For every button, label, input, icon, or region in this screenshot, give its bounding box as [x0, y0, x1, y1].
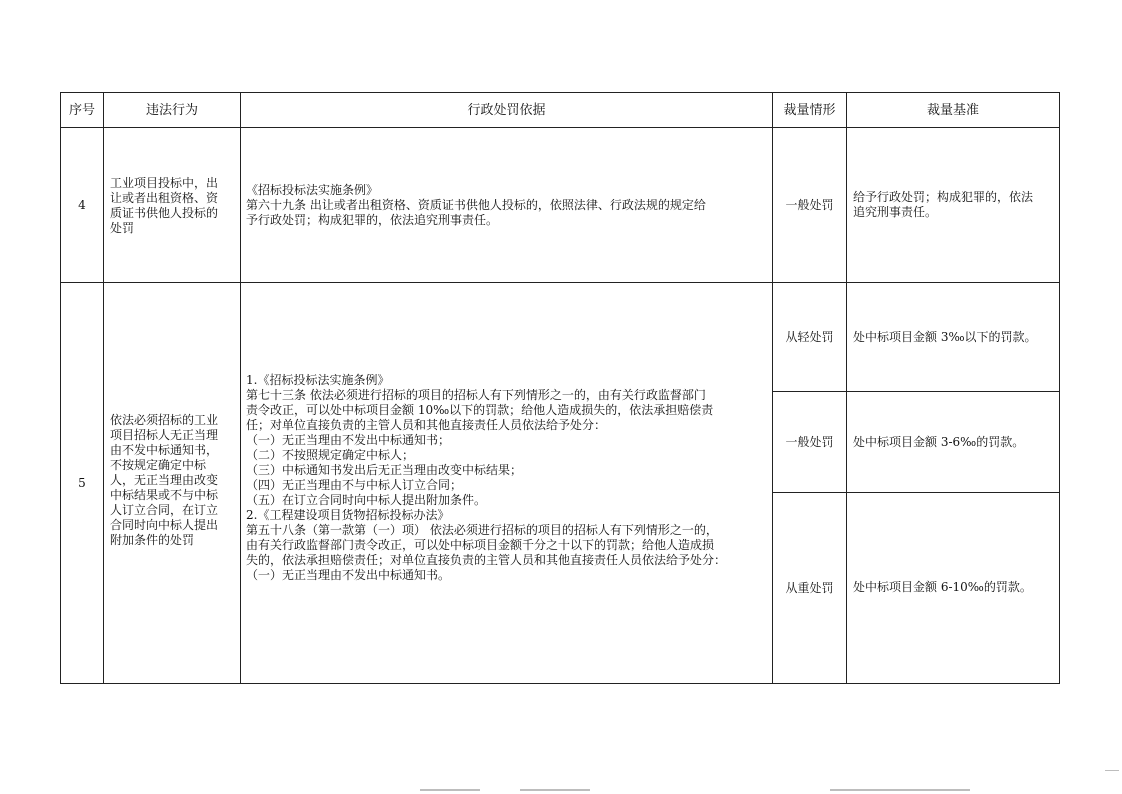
header-no: 序号 [68, 102, 95, 118]
scan-artifact [520, 789, 590, 791]
text-line: 中标结果或不与中标 [110, 488, 219, 502]
row4-standard [853, 190, 1055, 220]
text-line: 不按规定确定中标 [110, 458, 207, 472]
row5-circumstance-general: 一般处罚 [785, 435, 834, 449]
text-line: （一）无正当理由不发出中标通知书。 [246, 568, 451, 582]
row4-basis [246, 183, 768, 228]
text-line: 附加条件的处罚 [110, 533, 195, 547]
scan-artifact [830, 789, 970, 791]
text-line: 给予行政处罚；构成犯罪的，依法 [853, 190, 1034, 204]
header-circumstance: 裁量情形 [783, 102, 836, 118]
row5-standard-heavy: 处中标项目金额 6-10‰的罚款。 [853, 580, 1032, 594]
row5-circumstance-light: 从轻处罚 [785, 330, 834, 344]
text-line: 任；对单位直接负责的主管人员和其他直接责任人员依法给予处分： [246, 418, 607, 432]
row-divider [60, 282, 1060, 283]
header-standard: 裁量基准 [926, 102, 979, 118]
scan-artifact [420, 789, 480, 791]
text-line: 责令改正，可以处中标项目金额 10‰以下的罚款；给他人造成损失的，依法承担赔偿责 [246, 403, 714, 417]
text-line: 第五十八条（第一款第（一）项） 依法必须进行招标的项目的招标人有下列情形之一的， [246, 523, 718, 537]
text-line: 让或者出租资格、资 [110, 191, 219, 205]
text-line: 第六十九条 出让或者出租资格、资质证书供他人投标的，依照法律、行政法规的规定给 [246, 198, 706, 212]
text-line: 2.《工程建设项目货物招标投标办法》 [246, 508, 450, 522]
row4-number: 4 [78, 198, 86, 212]
text-line: 人，无正当理由改变 [110, 473, 219, 487]
text-line: 由有关行政监督部门责令改正，可以处中标项目金额千分之十以下的罚款；给他人造成损 [246, 538, 715, 552]
row5-basis [246, 373, 768, 583]
row5-standard-general: 处中标项目金额 3-6‰的罚款。 [853, 435, 1025, 449]
text-line: 合同时向中标人提出 [110, 518, 219, 532]
row4-violation [110, 176, 236, 236]
text-line: （四）无正当理由不与中标人订立合同； [246, 478, 463, 492]
text-line: （二）不按照规定确定中标人； [246, 448, 415, 462]
text-line: 人订立合同，在订立 [110, 503, 219, 517]
header-basis: 行政处罚依据 [467, 102, 546, 118]
row5-number: 5 [78, 476, 86, 490]
text-line: （五）在订立合同时向中标人提出附加条件。 [246, 493, 487, 507]
text-line: 追究刑事责任。 [853, 205, 938, 219]
text-line: 予行政处罚；构成犯罪的，依法追究刑事责任。 [246, 213, 499, 227]
header-violation: 违法行为 [145, 102, 198, 118]
text-line: （三）中标通知书发出后无正当理由改变中标结果； [246, 463, 523, 477]
text-line: 1.《招标投标法实施条例》 [246, 373, 390, 387]
text-line: 《招标投标法实施条例》 [246, 183, 379, 197]
scan-artifact [1105, 770, 1119, 771]
text-line: 工业项目投标中，出 [110, 176, 219, 190]
text-line: 由不发中标通知书， [110, 443, 219, 457]
column-divider [240, 92, 241, 684]
text-line: 项目招标人无正当理 [110, 428, 219, 442]
text-line: 质证书供他人投标的 [110, 206, 219, 220]
row5-standard-light: 处中标项目金额 3‰以下的罚款。 [853, 330, 1037, 344]
row5-violation [110, 413, 236, 548]
text-line: （一）无正当理由不发出中标通知书； [246, 433, 451, 447]
text-line: 第七十三条 依法必须进行招标的项目的招标人有下列情形之一的，由有关行政监督部门 [246, 388, 706, 402]
text-line: 处罚 [110, 221, 135, 235]
row4-circumstance: 一般处罚 [785, 198, 834, 212]
row5-circumstance-heavy: 从重处罚 [785, 581, 834, 595]
text-line: 失的，依法承担赔偿责任；对单位直接负责的主管人员和其他直接责任人员依法给予处分： [246, 553, 727, 567]
text-line: 依法必须招标的工业 [110, 413, 219, 427]
